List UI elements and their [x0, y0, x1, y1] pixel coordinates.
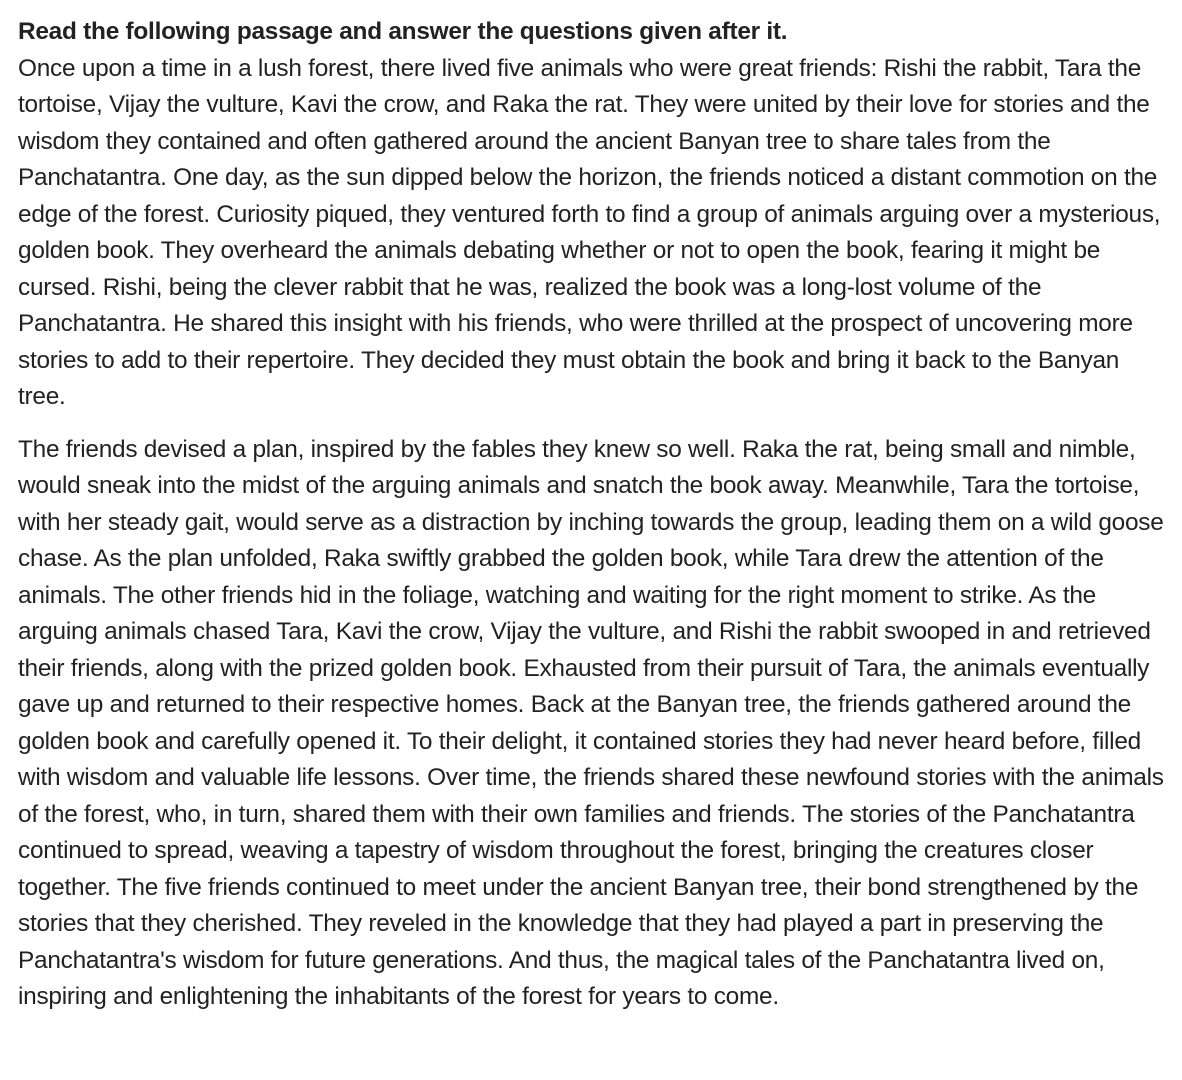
passage-instruction-heading: Read the following passage and answer the questions given after it.	[18, 18, 788, 45]
passage-paragraph-1: Once upon a time in a lush forest, there lived five animals who were great friends: Rishi the rabbit, Tara the tortoise, Vijay the vulture, Kavi the crow, and Raka the rat. They were united by their love for stories and the wisdom they contained and often gathered around the ancient Banyan tree to share tales from the Panchatantra. One day, as the sun dipped below the horizon, the friends noticed a distant commotion on the edge of the forest. Curiosity piqued, they ventured forth to find a group of animals arguing over a mysterious, golden book. They overheard the animals debating whether or not to open the book, fearing it might be cursed. Rishi, being the clever rabbit that he was, realized the book was a long-lost volume of the Panchatantra. He shared this insight with his friends, who were thrilled at the prospect of uncovering more stories to add to their repertoire. They decided they must obtain the book and bring it back to the Banyan tree.	[18, 54, 1161, 410]
passage-paragraph-2: The friends devised a plan, inspired by the fables they knew so well. Raka the rat, being small and nimble, would sneak into the midst of the arguing animals and snatch the book away. Meanwhile, Tara the tortoise, with her steady gait, would serve as a distraction by inching towards the group, leading them on a wild goose chase. As the plan unfolded, Raka swiftly grabbed the golden book, while Tara drew the attention of the animals. The other friends hid in the foliage, watching and waiting for the right moment to strike. As the arguing animals chased Tara, Kavi the crow, Vijay the vulture, and Rishi the rabbit swooped in and retrieved their friends, along with the prized golden book. Exhausted from their pursuit of Tara, the animals eventually gave up and returned to their respective homes. Back at the Banyan tree, the friends gathered around the golden book and carefully opened it. To their delight, it contained stories they had never heard before, filled with wisdom and valuable life lessons. Over time, the friends shared these newfound stories with the animals of the forest, who, in turn, shared them with their own families and friends. The stories of the Panchatantra continued to spread, weaving a tapestry of wisdom throughout the forest, bringing the creatures closer together. The five friends continued to meet under the ancient Banyan tree, their bond strengthened by the stories that they cherished. They reveled in the knowledge that they had played a part in preserving the Panchatantra's wisdom for future generations. And thus, the magical tales of the Panchatantra lived on, inspiring and enlightening the inhabitants of the forest for years to come.	[18, 435, 1164, 1010]
